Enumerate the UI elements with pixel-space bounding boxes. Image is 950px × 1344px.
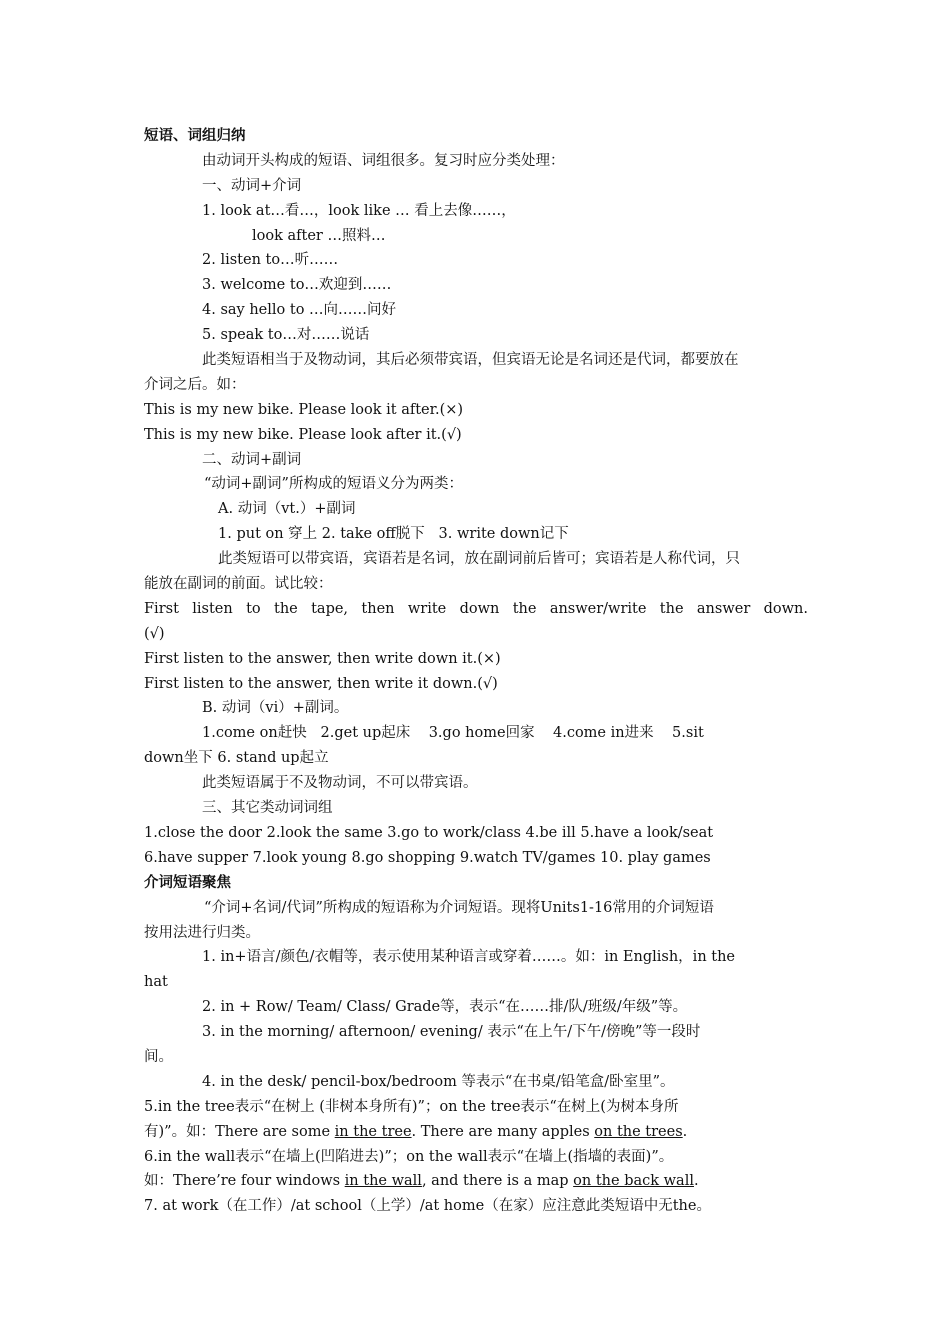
underlined-phrase: on the trees (594, 1123, 683, 1140)
part1-item-1: 1. look at…看…，look like … 看上去像……， (202, 202, 516, 219)
prep-item-6-text-a: 如：There’re four windows (144, 1173, 345, 1190)
part1-heading: 一、动词+介词 (202, 177, 302, 194)
section-title-phrases: 短语、词组归纳 (144, 127, 246, 144)
part2b-items-line2: down坐下 6. stand up起立 (144, 750, 329, 767)
part1-item-2: 2. listen to…听…… (202, 252, 339, 269)
document-page (144, 124, 808, 1219)
underlined-phrase: in the wall (344, 1173, 422, 1190)
prep-item-6-text-c: . (693, 1173, 699, 1190)
part1-note-line2: 介词之后。如： (144, 376, 246, 393)
prep-item-3-line1: 3. in the morning/ afternoon/ evening/ 表示“在上午/下午/傍晚”等一段时 (202, 1024, 701, 1041)
prep-intro-line1: “介词+名词/代词”所构成的短语称为介词短语。现将Units1-16常用的介词短语 (204, 899, 714, 916)
prep-item-1-line2: hat (144, 974, 168, 991)
part2a-example-2: First listen to the answer, then write down it.(×) (144, 650, 501, 667)
prep-item-2: 2. in + Row/ Team/ Class/ Grade等，表示“在……排/队/班级/年级”等。 (202, 999, 688, 1016)
prep-item-6-text-b: , and there is a map (421, 1173, 574, 1190)
prep-item-5-text-b: . There are many apples (411, 1123, 595, 1140)
part3-heading: 三、其它类动词词组 (202, 800, 333, 817)
prep-item-3-line2: 间。 (144, 1048, 173, 1065)
part2a-example-1-mark: (√) (144, 625, 165, 642)
part3-line1: 1.close the door 2.look the same 3.go to work/class 4.be ill 5.have a look/seat (144, 824, 714, 841)
part2b-note: 此类短语属于不及物动词，不可以带宾语。 (202, 775, 478, 792)
part2a-example-1: First listen to the tape, then write down the answer/write the answer down. (144, 600, 808, 617)
prep-item-5-text-c: . (682, 1123, 688, 1140)
part1-item-5: 5. speak to…对……说话 (202, 327, 370, 344)
underlined-phrase: in the tree (334, 1123, 412, 1140)
prep-item-4: 4. in the desk/ pencil-box/bedroom 等表示“在书桌/铅笔盒/卧室里”。 (202, 1073, 675, 1090)
part2-heading: 二、动词+副词 (202, 451, 302, 468)
part1-example-right: This is my new bike. Please look after it.(√) (144, 426, 462, 443)
part3-line2: 6.have supper 7.look young 8.go shopping 9.watch TV/games 10. play games (144, 849, 711, 866)
part1-note-line1: 此类短语相当于及物动词，其后必须带宾语，但宾语无论是名词还是代词，都要放在 (202, 352, 739, 369)
part2a-note-line2: 能放在副词的前面。试比较： (144, 576, 333, 593)
part2b-heading: B. 动词（vi）+副词。 (202, 700, 349, 717)
part2a-example-3: First listen to the answer, then write it down.(√) (144, 675, 498, 692)
prep-intro-line2: 按用法进行归类。 (144, 924, 260, 941)
prep-item-6-line2 (144, 1169, 808, 1194)
part1-example-wrong: This is my new bike. Please look it after.(×) (144, 401, 464, 418)
prep-item-5-text-a: 有)”。如：There are some (144, 1123, 335, 1140)
part1-item-1-cont: look after …照料… (252, 227, 386, 244)
part2a-heading: A. 动词（vt.）+副词 (218, 501, 356, 518)
part1-item-3: 3. welcome to…欢迎到…… (202, 277, 392, 294)
prep-item-6-line1: 6.in the wall表示“在墙上(凹陷进去)”；on the wall表示“在墙上(指墙的表面)”。 (144, 1148, 674, 1165)
part2a-note-line1: 此类短语可以带宾语，宾语若是名词，放在副词前后皆可；宾语若是人称代词，只 (218, 551, 740, 568)
underlined-phrase: on the back wall (573, 1173, 694, 1190)
prep-item-5-line2 (144, 1120, 808, 1145)
section-title-prepositional: 介词短语聚焦 (144, 873, 231, 891)
prep-item-1-line1: 1. in+语言/颜色/衣帽等，表示使用某种语言或穿着……。如：in English，in the (202, 949, 736, 966)
part2-intro: “动词+副词”所构成的短语义分为两类： (204, 476, 463, 493)
part2b-items-line1: 1.come on赶快 2.get up起床 3.go home回家 4.come in进来 5.sit (202, 725, 704, 742)
part1-item-4: 4. say hello to …向……问好 (202, 302, 397, 319)
part2a-items: 1. put on 穿上 2. take off脱下 3. write down记下 (218, 526, 569, 543)
prep-item-7: 7. at work（在工作）/at school（上学）/at home（在家）应注意此类短语中无the。 (144, 1198, 711, 1215)
section-intro: 由动词开头构成的短语、词组很多。复习时应分类处理： (202, 152, 565, 169)
prep-item-5-line1: 5.in the tree表示“在树上 (非树本身所有)”；on the tree表示“在树上(为树本身所 (144, 1098, 679, 1115)
